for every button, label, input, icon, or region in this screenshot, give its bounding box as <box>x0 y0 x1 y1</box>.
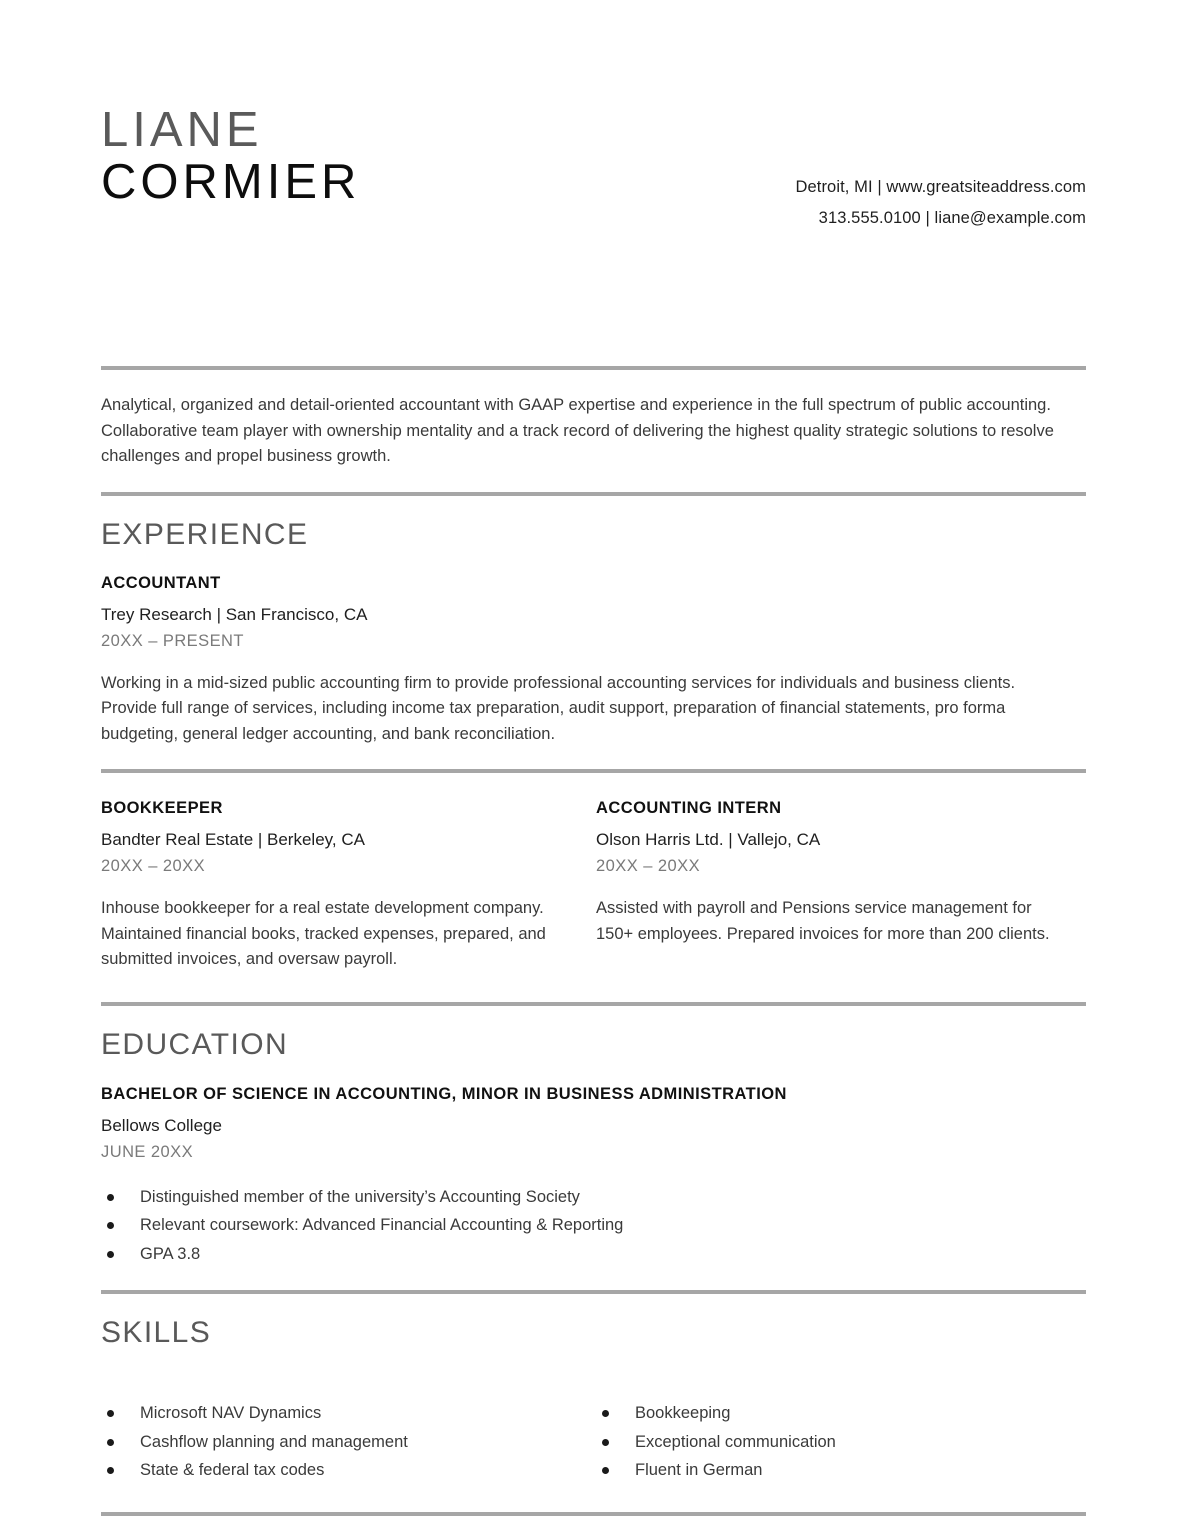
resume-header <box>101 0 1086 259</box>
job-title: ACCOUNTANT <box>101 573 221 592</box>
job-description: Inhouse bookkeeper for a real estate development company. Maintained financial books, tracked expenses, prepared, and submitted invoices, and oversaw payroll. <box>101 899 546 968</box>
job-title: ACCOUNTING INTERN <box>596 799 782 817</box>
list-item: State & federal tax codes <box>101 1456 593 1485</box>
list-item: GPA 3.8 <box>101 1240 1086 1269</box>
job-organization: Trey Research | San Francisco, CA <box>101 604 368 624</box>
job-dates: 20XX – 20XX <box>101 857 206 875</box>
section-heading-skills: SKILLS <box>101 1316 212 1349</box>
name-first: LIANE <box>101 103 263 157</box>
list-item: Cashflow planning and management <box>101 1428 593 1457</box>
list-item: Bookkeeping <box>596 1399 1085 1428</box>
skills-column-right <box>593 1399 1085 1485</box>
experience-section <box>101 496 1086 748</box>
job-organization: Olson Harris Ltd. | Vallejo, CA <box>596 830 821 849</box>
job-title: BOOKKEEPER <box>101 799 223 817</box>
education-date: JUNE 20XX <box>101 1142 194 1161</box>
job-dates: 20XX – 20XX <box>596 857 701 875</box>
skills-section <box>101 1294 1086 1485</box>
skills-list-left <box>101 1399 593 1485</box>
contact-info <box>566 172 1086 234</box>
resume-content <box>101 0 1086 1516</box>
experience-entry-bookkeeper <box>101 796 593 973</box>
section-heading-experience: EXPERIENCE <box>101 517 309 551</box>
contact-phone-email: 313.555.0100 | liane@example.com <box>818 209 1086 227</box>
summary-section <box>101 370 1086 470</box>
list-item: Microsoft NAV Dynamics <box>101 1399 593 1428</box>
experience-two-column <box>101 773 1086 973</box>
list-item: Distinguished member of the university’s Accounting Society <box>101 1183 1086 1212</box>
list-item: Exceptional communication <box>596 1428 1085 1457</box>
job-description: Assisted with payroll and Pensions service management for 150+ employees. Prepared invoices for more than 200 clients. <box>596 899 1050 943</box>
job-dates: 20XX – PRESENT <box>101 631 244 650</box>
education-degree: BACHELOR OF SCIENCE IN ACCOUNTING, MINOR IN BUSINESS ADMINISTRATION <box>101 1084 787 1103</box>
skills-two-column <box>101 1350 1086 1485</box>
education-bullet-list <box>101 1166 1086 1269</box>
section-heading-education: EDUCATION <box>101 1027 289 1061</box>
experience-entry-accounting-intern <box>593 796 1085 973</box>
divider-skills <box>101 1512 1086 1516</box>
summary-text: Analytical, organized and detail-oriented accountant with GAAP expertise and experience in the full spectrum of public accounting. Collaborative team player with ownership mentality and a track record of delivering the highest quality strategic solutions to resolve challenges and propel business growth. <box>101 396 1054 465</box>
list-item: Fluent in German <box>596 1456 1085 1485</box>
skills-list-right <box>596 1399 1085 1485</box>
list-item: Relevant coursework: Advanced Financial Accounting & Reporting <box>101 1211 1086 1240</box>
job-organization: Bandter Real Estate | Berkeley, CA <box>101 830 365 849</box>
skills-column-left <box>101 1399 593 1485</box>
experience-entry-accountant <box>101 552 1086 748</box>
contact-location-website: Detroit, MI | www.greatsiteaddress.com <box>795 178 1086 196</box>
job-description: Working in a mid-sized public accounting firm to provide professional accounting services for individuals and business clients. Provide full range of services, including income tax preparation, audit support, preparation of financial statements, pro forma budgeting, general ledger accounting, and bank reconciliation. <box>101 673 1016 743</box>
education-section <box>101 1006 1086 1269</box>
education-school: Bellows College <box>101 1115 222 1135</box>
name-last: CORMIER <box>101 155 361 209</box>
